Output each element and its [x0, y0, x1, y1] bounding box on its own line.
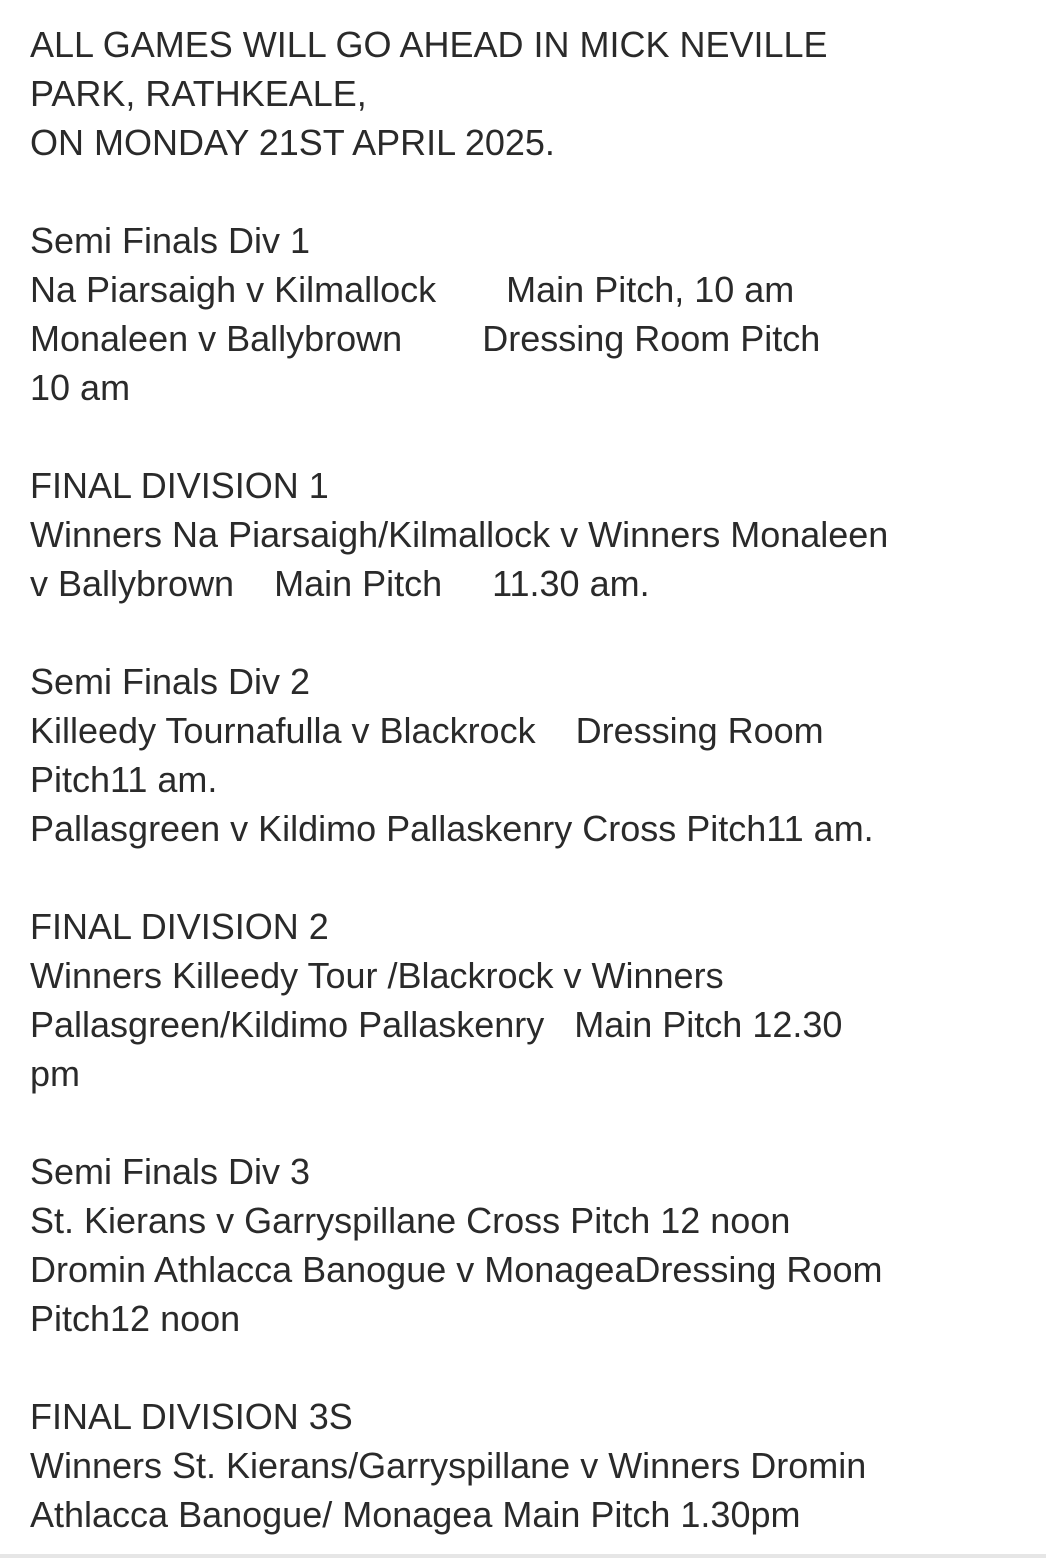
section-title: FINAL DIVISION 3S — [30, 1396, 353, 1437]
section-semi-finals-div-2 — [30, 657, 1030, 853]
section-title: Semi Finals Div 1 — [30, 220, 311, 261]
header-line: ALL GAMES WILL GO AHEAD IN MICK NEVILLE — [30, 24, 828, 65]
section-title: Semi Finals Div 3 — [30, 1151, 311, 1192]
fixture-line: Na Piarsaigh v Kilmallock Main Pitch, 10 am — [30, 269, 795, 310]
notice-header — [30, 20, 1030, 167]
spacer — [30, 412, 1030, 461]
section-semi-finals-div-1 — [30, 216, 1030, 412]
spacer — [30, 167, 1030, 216]
section-final-division-1 — [30, 461, 1030, 608]
fixture-line: St. Kierans v Garryspillane Cross Pitch 12 noon — [30, 1200, 791, 1241]
fixture-line: Pallasgreen v Kildimo Pallaskenry Cross Pitch11 am. — [30, 808, 874, 849]
fixture-line: 10 am — [30, 367, 131, 408]
spacer — [30, 1343, 1030, 1392]
fixture-line: v Ballybrown Main Pitch 11.30 am. — [30, 563, 650, 604]
section-final-division-2 — [30, 902, 1030, 1098]
header-line: PARK, RATHKEALE, — [30, 73, 367, 114]
fixture-line: Monaleen v Ballybrown Dressing Room Pitch — [30, 318, 821, 359]
section-final-division-3s — [30, 1392, 1030, 1539]
spacer — [30, 1098, 1030, 1147]
spacer — [30, 853, 1030, 902]
spacer — [30, 608, 1030, 657]
fixture-line: pm — [30, 1053, 81, 1094]
fixture-line: Winners St. Kierans/Garryspillane v Winners Dromin — [30, 1445, 867, 1486]
header-line: ON MONDAY 21ST APRIL 2025. — [30, 122, 555, 163]
section-title: FINAL DIVISION 1 — [30, 465, 329, 506]
section-title: FINAL DIVISION 2 — [30, 906, 329, 947]
fixture-line: Dromin Athlacca Banogue v MonageaDressing Room — [30, 1249, 883, 1290]
fixture-line: Winners Na Piarsaigh/Kilmallock v Winners Monaleen — [30, 514, 889, 555]
section-title: Semi Finals Div 2 — [30, 661, 311, 702]
fixture-line: Athlacca Banogue/ Monagea Main Pitch 1.30pm — [30, 1494, 801, 1535]
fixture-line: Pitch12 noon — [30, 1298, 241, 1339]
fixture-line: Pallasgreen/Kildimo Pallaskenry Main Pitch 12.30 — [30, 1004, 843, 1045]
section-semi-finals-div-3 — [30, 1147, 1030, 1343]
fixture-line: Winners Killeedy Tour /Blackrock v Winners — [30, 955, 724, 996]
bottom-divider — [0, 1554, 1046, 1558]
fixture-line: Killeedy Tournafulla v Blackrock Dressing Room — [30, 710, 824, 751]
fixture-notice — [30, 20, 1030, 1539]
fixture-line: Pitch11 am. — [30, 759, 218, 800]
